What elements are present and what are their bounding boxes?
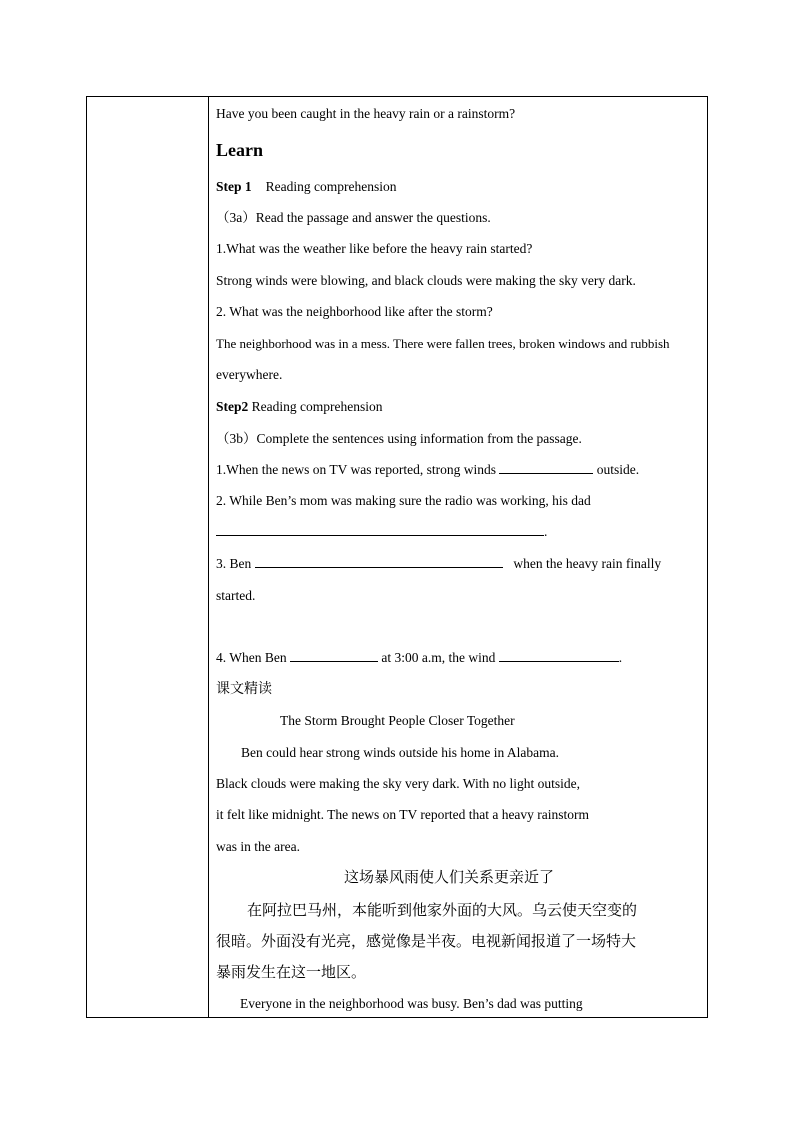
passage-line-3: it felt like midnight. The news on TV reported that a heavy rainstorm: [216, 807, 590, 822]
sentence-1-end: outside.: [596, 462, 640, 477]
sentence-4-text: 4. When Ben: [216, 650, 287, 665]
step2-label: Step2: [216, 399, 249, 414]
sentence-4-end: .: [618, 650, 623, 665]
question-1: 1.What was the weather like before the heavy rain started?: [216, 241, 533, 256]
sentence-3-blank[interactable]: [255, 555, 503, 568]
passage-title: The Storm Brought People Closer Together: [280, 713, 515, 728]
step1-title: Reading comprehension: [265, 179, 397, 194]
passage-line-4: was in the area.: [216, 839, 300, 854]
sentence-2-blank[interactable]: [216, 523, 544, 536]
sentence-4-mid: at 3:00 a.m, the wind: [381, 650, 496, 665]
cn-line-1: 在阿拉巴马州，本能听到他家外面的大风。乌云使天空变的: [247, 901, 638, 919]
sentence-3-end: when the heavy rain finally: [513, 556, 662, 571]
sentence-3: [216, 555, 661, 573]
sentence-4-blank-2[interactable]: [499, 649, 619, 662]
sentence-4: [216, 649, 622, 667]
section-cn-title: 课文精读: [216, 681, 272, 697]
answer-2-line2: everywhere.: [216, 367, 283, 382]
task-3a: （3a）Read the passage and answer the questions.: [216, 210, 491, 225]
lesson-table: [86, 96, 708, 1018]
sentence-4-blank-1[interactable]: [290, 649, 378, 662]
sentence-3-text: 3. Ben: [216, 556, 252, 571]
step2-title: Reading comprehension: [251, 399, 383, 414]
task-3b: （3b）Complete the sentences using information from the passage.: [216, 431, 582, 446]
step1-label: Step 1: [216, 179, 252, 194]
passage-last-line: Everyone in the neighborhood was busy. Ben’s dad was putting: [240, 996, 583, 1011]
sentence-2-answer: [216, 523, 547, 541]
answer-2-line1: The neighborhood was in a mess. There were fallen trees, broken windows and rubbish: [216, 336, 670, 351]
answer-1: Strong winds were blowing, and black clouds were making the sky very dark.: [216, 273, 636, 288]
sentence-2-text: 2. While Ben’s mom was making sure the radio was working, his dad: [216, 493, 591, 508]
cn-line-3: 暴雨发生在这一地区。: [216, 963, 367, 981]
column-divider: [208, 97, 209, 1017]
step1-heading: [216, 178, 396, 196]
passage-line-1: Ben could hear strong winds outside his home in Alabama.: [241, 745, 559, 760]
passage-line-2: Black clouds were making the sky very dark. With no light outside,: [216, 776, 581, 791]
step2-heading: [216, 398, 382, 416]
cn-title: 这场暴风雨使人们关系更亲近了: [344, 868, 555, 886]
intro-question: Have you been caught in the heavy rain or a rainstorm?: [216, 106, 516, 121]
cn-line-2: 很暗。外面没有光亮，感觉像是半夜。电视新闻报道了一场特大: [216, 932, 637, 950]
sentence-1-blank[interactable]: [499, 461, 593, 474]
sentence-3-line2: started.: [216, 588, 256, 603]
learn-heading: Learn: [216, 140, 263, 160]
question-2: 2. What was the neighborhood like after the storm?: [216, 304, 493, 319]
sentence-2-end: .: [544, 524, 548, 539]
sentence-2: [216, 492, 703, 510]
sentence-1: [216, 461, 639, 479]
sentence-1-text: 1.When the news on TV was reported, strong winds: [216, 462, 496, 477]
